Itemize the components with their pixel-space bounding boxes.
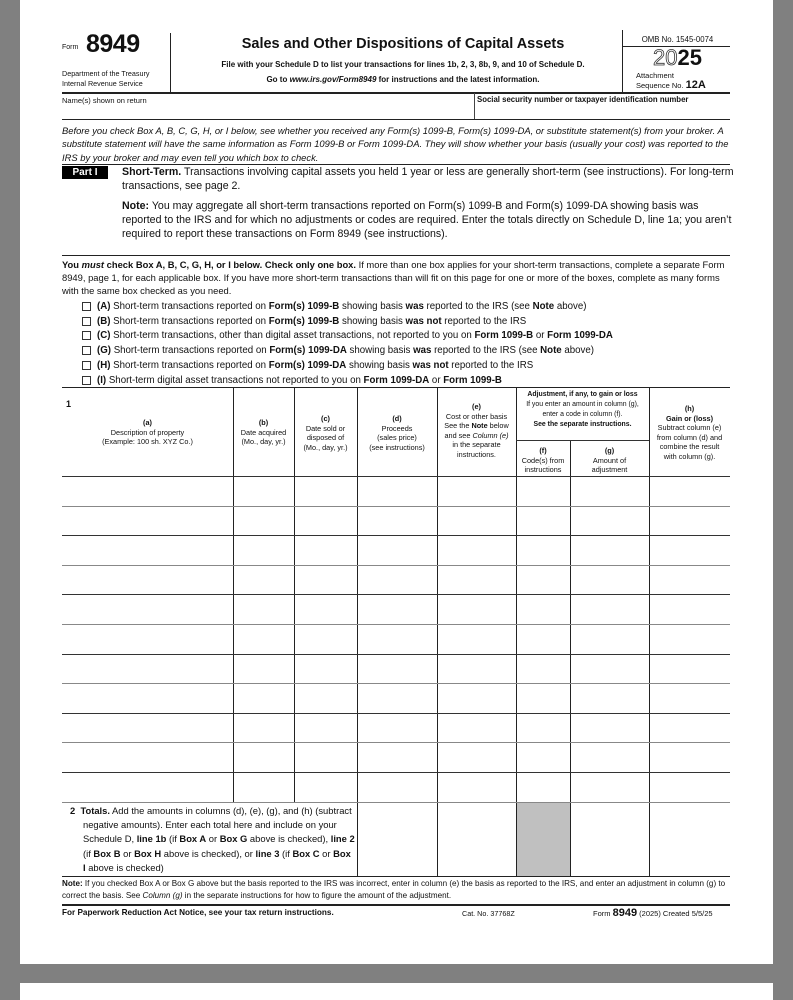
box-text: above): [561, 345, 595, 357]
adjustment-header-line: Adjustment, if any, to gain or loss: [527, 391, 638, 398]
box-text: Short-term transactions reported on: [110, 360, 269, 372]
department-line1: Department of the Treasury: [62, 69, 150, 78]
table-cell-c[interactable]: [296, 537, 355, 563]
column-letter: (f): [539, 446, 547, 455]
form-page-2: [20, 983, 773, 1000]
box-text: Short-term digital asset transactions not reported to you on: [106, 374, 364, 386]
column-letter: (d): [392, 414, 402, 423]
box-text: Short-term transactions, other than digital asset transactions, not reported to you on: [110, 330, 475, 342]
table-cell-h[interactable]: [651, 774, 728, 800]
box-text: showing basis: [339, 300, 406, 312]
table-cell-g[interactable]: [572, 744, 647, 770]
table-cell-b[interactable]: [235, 715, 292, 741]
table-cell-h[interactable]: [651, 508, 728, 534]
part-description: Transactions involving capital assets you held 1 year or less are generally short-term (see instructions). For long-term transactions, see page 2.: [122, 166, 734, 192]
ssn-field[interactable]: [477, 106, 727, 118]
table-cell-b[interactable]: [235, 537, 292, 563]
column-header-line: instructions.: [457, 449, 496, 459]
table-cell-e[interactable]: [439, 626, 514, 652]
paperwork-notice: For Paperwork Reduction Act Notice, see your tax return instructions.: [62, 908, 334, 917]
bottom-note-label: Note:: [62, 879, 83, 888]
box-text: Short-term transactions reported on: [110, 300, 269, 312]
column-header-b: [233, 418, 294, 447]
column-header-d: [357, 414, 437, 452]
box-text: or: [533, 330, 548, 342]
intro-text: Before you check Box A, B, C, G, H, or I below, see whether you received any Form(s) 1099-B, Form(s) 1099-DA, or substitute statement(s) from your broker. A substitute statement will have the same information as Form 1099-B or Form 1099-DA. They will show whether your basis (usually your cost) was reported to the IRS by your broker and may even tell you which box to check.: [62, 125, 729, 163]
subtitle-post: for instructions and the latest information.: [376, 75, 540, 84]
column-letter: (h): [684, 404, 695, 413]
table-cell-b[interactable]: [235, 685, 292, 711]
box-text: was: [405, 300, 424, 312]
divider: [170, 33, 171, 93]
table-cell-b[interactable]: [235, 656, 292, 682]
row-divider: [62, 535, 730, 536]
column-header-line: (Example: 100 sh. XYZ Co.): [102, 437, 193, 447]
table-cell-d[interactable]: [359, 774, 435, 800]
box-text: showing basis: [346, 360, 413, 372]
table-cell-h[interactable]: [651, 656, 728, 682]
column-divider: [437, 388, 438, 876]
sequence-label: Sequence No.: [636, 80, 684, 90]
table-cell-f[interactable]: [518, 744, 568, 770]
footer-form-id: [593, 907, 713, 919]
box-text: Note: [540, 345, 562, 357]
table-cell-e[interactable]: [439, 685, 514, 711]
totals-cell-d[interactable]: [359, 804, 435, 874]
box-text: above): [554, 300, 587, 312]
table-cell-e[interactable]: [439, 537, 514, 563]
box-code: (H): [97, 360, 111, 372]
divider: [62, 876, 730, 877]
table-cell-g[interactable]: [572, 626, 647, 652]
totals-cell-e[interactable]: [439, 804, 514, 874]
checkbox[interactable]: [82, 331, 91, 340]
table-cell-f[interactable]: [518, 478, 568, 504]
column-divider: [357, 388, 358, 876]
column-header-line: Amount of: [592, 455, 627, 465]
column-header-line: adjustment: [591, 465, 628, 475]
divider: [62, 904, 730, 906]
table-cell-e[interactable]: [439, 478, 514, 504]
footer-form-word: Form: [593, 909, 611, 918]
table-cell-e[interactable]: [439, 508, 514, 534]
box-text: reported to the IRS: [448, 360, 534, 372]
table-cell-a[interactable]: [64, 715, 231, 741]
note-text: You may aggregate all short-term transactions reported on Form(s) 1099-B and Form(s) 1099-DA showing basis was reported to the IRS and for which no adjustments or codes are required. Enter the totals directly on Schedule D, line 1a; you aren’t required to report these transactions on Form 8949 (see instructions).: [122, 200, 732, 240]
part-note: [122, 199, 734, 241]
must-bold2: check Box A, B, C, G, H, or I below. Check only one box.: [104, 259, 356, 270]
row-divider: [62, 654, 730, 655]
table-cell-d[interactable]: [359, 626, 435, 652]
box-text: was: [413, 345, 432, 357]
table-cell-f[interactable]: [518, 596, 568, 622]
column-header-line: (see instructions): [369, 442, 425, 452]
table-cell-c[interactable]: [296, 626, 355, 652]
column-header-a: [62, 418, 233, 447]
table-cell-g[interactable]: [572, 685, 647, 711]
attachment-label: Attachment: [636, 71, 674, 80]
box-text: Form 1099-DA: [363, 374, 430, 386]
table-cell-b[interactable]: [235, 567, 292, 593]
form-number: 8949: [86, 30, 140, 58]
table-cell-e[interactable]: [439, 596, 514, 622]
form-title: Sales and Other Dispositions of Capital Assets: [241, 36, 565, 52]
box-code: (A): [97, 300, 111, 312]
box-text: Note: [532, 300, 555, 312]
table-cell-f[interactable]: [518, 715, 568, 741]
table-cell-e[interactable]: [439, 715, 514, 741]
table-cell-c[interactable]: [296, 744, 355, 770]
column-header-line: Date acquired: [240, 427, 287, 437]
box-text: Form(s) 1099-DA: [268, 360, 347, 372]
box-text: Short-term transactions reported on: [110, 315, 269, 327]
box-text: showing basis: [339, 315, 406, 327]
divider: [62, 255, 730, 256]
footer-form-number: 8949: [612, 907, 638, 919]
table-cell-a[interactable]: [64, 508, 231, 534]
table-cell-d[interactable]: [359, 567, 435, 593]
box-code: (B): [97, 315, 111, 327]
column-letter: (a): [143, 418, 152, 427]
totals-line-number: 2: [70, 805, 76, 816]
checkbox[interactable]: [82, 317, 91, 326]
irs-link[interactable]: www.irs.gov/Form8949: [289, 75, 377, 84]
column-header-line: from column (d) and: [656, 432, 723, 442]
column-header-h: [649, 404, 730, 462]
table-cell-a[interactable]: [64, 596, 231, 622]
column-letter: (e): [472, 402, 481, 411]
department: [62, 69, 150, 88]
box-text: showing basis: [346, 345, 414, 357]
totals-description: [70, 804, 355, 875]
table-cell-g[interactable]: [572, 478, 647, 504]
table-cell-d[interactable]: [359, 715, 435, 741]
row-divider: [62, 624, 730, 625]
column-letter: (g): [604, 446, 615, 455]
column-header-line: Proceeds: [381, 423, 413, 433]
name-label: Name(s) shown on return: [62, 96, 147, 105]
table-cell-b[interactable]: [235, 744, 292, 770]
table-cell-d[interactable]: [359, 478, 435, 504]
totals-text: Totals. Add the amounts in columns (d), (e), (g), and (h) (subtract negative amounts). Enter each total here and include on your Schedule D, line 1b (if Box A or Box G above is checked), line 2 (if Box B or Box H above is checked), or line 3 (if Box C or Box I above is checked): [80, 805, 355, 873]
table-cell-g[interactable]: [572, 537, 647, 563]
checkbox[interactable]: [82, 376, 91, 385]
box-option[interactable]: [82, 343, 742, 358]
omb-number: OMB No. 1545-0074: [641, 35, 714, 44]
table-cell-c[interactable]: [296, 685, 355, 711]
box-text: reported to the IRS (see: [423, 300, 533, 312]
table-cell-h[interactable]: [651, 567, 728, 593]
must-text: If more than one box applies for your short-term transactions, complete a separate Form 8949, page 1, for each applicable box. If you have more short-term transactions than will fit on this page for one or more of the boxes, complete as many forms with the same box checked as you need.: [62, 259, 725, 296]
table-cell-h[interactable]: [651, 744, 728, 770]
box-option[interactable]: [82, 329, 742, 344]
column-header-line: Date sold or: [305, 423, 346, 433]
row-divider: [62, 713, 730, 714]
table-cell-b[interactable]: [235, 774, 292, 800]
table-cell-c[interactable]: [296, 478, 355, 504]
column-header-line: (sales price): [377, 433, 417, 443]
divider: [474, 93, 475, 119]
sequence-number: 12A: [685, 78, 706, 91]
box-code: (G): [97, 345, 111, 357]
line-number: 1: [66, 399, 72, 409]
table-cell-a[interactable]: [64, 774, 231, 800]
table-cell-a[interactable]: [64, 656, 231, 682]
column-header-line: Cost or other basis: [445, 411, 508, 421]
table-cell-d[interactable]: [359, 537, 435, 563]
must-italic: must: [81, 259, 105, 270]
box-text: reported to the IRS: [441, 315, 527, 327]
column-header-line: in the separate: [452, 440, 501, 450]
must-bold1: You: [62, 259, 82, 270]
column-header-line: instructions: [524, 465, 562, 475]
box-options: [82, 299, 742, 388]
row-divider: [62, 772, 730, 773]
box-option[interactable]: [82, 314, 742, 329]
note-label: Note:: [122, 200, 150, 212]
box-text: Form(s) 1099-B: [268, 315, 340, 327]
bottom-note-text2: in the separate instructions for how to figure the amount of the adjustment.: [182, 891, 452, 901]
column-header-line: combine the result: [659, 442, 720, 452]
must-check-instructions: [62, 258, 734, 297]
row-divider: [62, 683, 730, 684]
column-header-line: Gain or (loss): [665, 413, 714, 423]
row-divider: [62, 565, 730, 566]
shaded-cell: [517, 803, 570, 876]
checkbox[interactable]: [82, 361, 91, 370]
box-option[interactable]: [82, 299, 742, 314]
table-cell-f[interactable]: [518, 567, 568, 593]
part-label: Part I: [62, 166, 108, 179]
subtitle-line1: File with your Schedule D to list your transactions for lines 1b, 2, 3, 8b, 9, and 10 of Schedule D.: [221, 60, 585, 69]
divider: [62, 119, 730, 120]
box-option[interactable]: [82, 358, 742, 373]
table-cell-f[interactable]: [518, 685, 568, 711]
footer-tail: (2025) Created 5/5/25: [637, 909, 713, 918]
box-text: Form 1099-B: [443, 374, 502, 386]
table-cell-h[interactable]: [651, 478, 728, 504]
year-bold: 25: [677, 45, 702, 70]
row-divider: [62, 802, 730, 803]
box-text: Form 1099-B: [474, 330, 534, 342]
table-cell-f[interactable]: [518, 774, 568, 800]
box-code: (C): [97, 330, 111, 342]
table-cell-d[interactable]: [359, 656, 435, 682]
box-option[interactable]: [82, 373, 742, 388]
table-cell-c[interactable]: [296, 567, 355, 593]
row-divider: [62, 506, 730, 507]
column-letter: (c): [321, 414, 330, 423]
table-cell-g[interactable]: [572, 656, 647, 682]
table-cell-f[interactable]: [518, 656, 568, 682]
table-cell-h[interactable]: [651, 626, 728, 652]
table-cell-d[interactable]: [359, 596, 435, 622]
department-line2: Internal Revenue Service: [62, 78, 143, 88]
table-cell-c[interactable]: [296, 774, 355, 800]
box-text: Form 1099-DA: [547, 330, 613, 342]
adjustment-header-line: If you enter an amount in column (g),: [526, 401, 639, 408]
column-header-line: (Mo., day, yr.): [241, 437, 286, 447]
table-cell-c[interactable]: [296, 656, 355, 682]
transactions-table: [62, 388, 730, 801]
table-cell-a[interactable]: [64, 537, 231, 563]
ssn-label: Social security number or taxpayer identification number: [477, 95, 689, 104]
column-header-g: [570, 446, 649, 475]
column-header-line: See the Note below: [444, 421, 509, 431]
table-cell-b[interactable]: [235, 508, 292, 534]
box-text: or: [429, 374, 444, 386]
table-cell-g[interactable]: [572, 567, 647, 593]
adjustment-header-line: See the separate instructions.: [533, 421, 632, 428]
adjustment-header: [516, 390, 649, 430]
table-cell-f[interactable]: [518, 537, 568, 563]
table-cell-g[interactable]: [572, 715, 647, 741]
table-cell-h[interactable]: [651, 596, 728, 622]
table-cell-d[interactable]: [359, 685, 435, 711]
column-header-f: [516, 446, 570, 475]
box-text: was not: [412, 360, 449, 372]
table-cell-a[interactable]: [64, 478, 231, 504]
checkbox[interactable]: [82, 302, 91, 311]
column-header-line: Subtract column (e): [657, 423, 722, 433]
form-word: Form: [62, 44, 79, 51]
name-field[interactable]: [62, 106, 472, 118]
column-header-line: Code(s) from: [521, 455, 565, 465]
divider: [622, 30, 623, 92]
bottom-note-text1: If you checked Box A or Box G above but the basis reported to the IRS was incorrect, enter in column (e) the basis as reported to the IRS, and enter an adjustment in column (g) to correct the basis. See: [62, 879, 726, 901]
table-cell-e[interactable]: [439, 774, 514, 800]
table-cell-a[interactable]: [64, 744, 231, 770]
table-cell-h[interactable]: [651, 685, 728, 711]
table-cell-a[interactable]: [64, 567, 231, 593]
part-heading: Short-Term.: [122, 166, 182, 178]
box-text: was not: [405, 315, 442, 327]
row-divider: [62, 476, 730, 477]
table-cell-g[interactable]: [572, 774, 647, 800]
box-text: reported to the IRS (see: [431, 345, 541, 357]
table-cell-f[interactable]: [518, 508, 568, 534]
table-cell-h[interactable]: [651, 715, 728, 741]
table-cell-e[interactable]: [439, 744, 514, 770]
catalog-number: Cat. No. 37768Z: [462, 909, 515, 918]
column-header-e: [437, 402, 516, 460]
table-cell-a[interactable]: [64, 626, 231, 652]
column-header-line: disposed of: [306, 433, 345, 443]
tax-year: [625, 46, 730, 70]
form-page-1: [20, 0, 773, 964]
box-code: (I): [97, 374, 107, 386]
table-cell-c[interactable]: [296, 715, 355, 741]
bottom-note-italic: Column (g): [142, 891, 183, 901]
box-text: Short-term transactions reported on: [111, 345, 270, 357]
column-header-line: and see Column (e): [444, 430, 509, 440]
column-letter: (b): [258, 418, 269, 427]
box-text: Form(s) 1099-B: [268, 300, 340, 312]
year-outline: 20: [653, 45, 678, 70]
row-divider: [62, 742, 730, 743]
table-cell-f[interactable]: [518, 626, 568, 652]
column-header-line: (Mo., day, yr.): [303, 442, 348, 452]
table-cell-d[interactable]: [359, 508, 435, 534]
divider: [62, 92, 730, 94]
header-divider: [516, 440, 649, 441]
row-divider: [62, 594, 730, 595]
subtitle-pre: Go to: [266, 75, 290, 84]
table-cell-c[interactable]: [296, 596, 355, 622]
table-cell-g[interactable]: [572, 508, 647, 534]
box-text: Form(s) 1099-DA: [269, 345, 347, 357]
table-cell-h[interactable]: [651, 537, 728, 563]
checkbox[interactable]: [82, 346, 91, 355]
column-header-c: [294, 414, 357, 452]
totals-cell-g[interactable]: [572, 804, 647, 874]
table-cell-c[interactable]: [296, 508, 355, 534]
table-cell-b[interactable]: [235, 596, 292, 622]
column-header-line: with column (g).: [663, 451, 716, 461]
table-cell-d[interactable]: [359, 744, 435, 770]
part-heading-text: [122, 165, 734, 193]
table-cell-e[interactable]: [439, 567, 514, 593]
totals-cell-h[interactable]: [651, 804, 728, 874]
column-header-line: Description of property: [110, 427, 185, 437]
table-cell-b[interactable]: [235, 626, 292, 652]
adjustment-header-line: enter a code in column (f).: [542, 411, 623, 418]
table-cell-b[interactable]: [235, 478, 292, 504]
attachment-sequence: [636, 72, 706, 90]
subtitle-line2: [172, 75, 634, 84]
table-cell-a[interactable]: [64, 685, 231, 711]
table-cell-g[interactable]: [572, 596, 647, 622]
bottom-note: [62, 878, 734, 902]
table-cell-e[interactable]: [439, 656, 514, 682]
